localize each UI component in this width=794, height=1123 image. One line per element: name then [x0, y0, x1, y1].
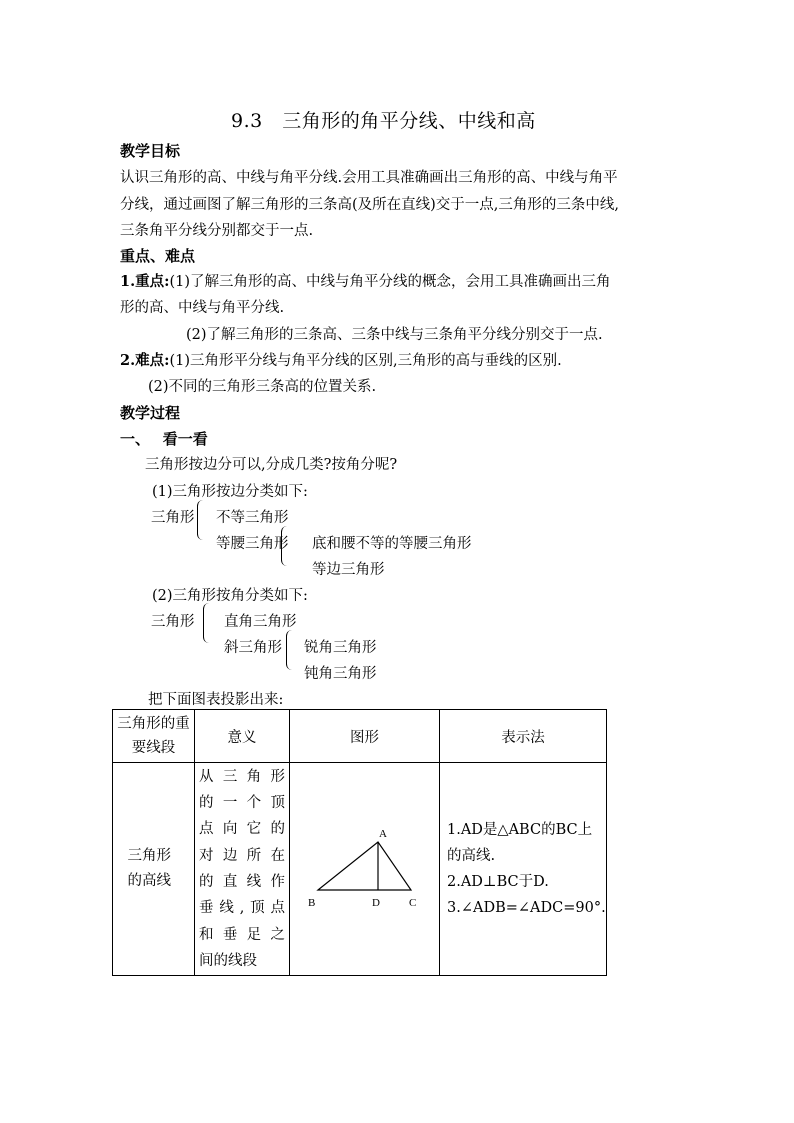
meaning-line: 对边所在 — [199, 847, 285, 864]
classification-question: 三角形按边分可以,分成几类?按角分呢? — [145, 457, 398, 473]
process-heading: 教学过程 — [120, 404, 181, 422]
by-side-isosceles: 等腰三角形 — [216, 536, 289, 552]
notation-line: 的高线. — [447, 848, 496, 864]
key-text-1: (1)了解三角形的高、中线与角平分线的概念，会用工具准确画出三角 — [169, 274, 611, 290]
notation-line: 1.AD是△ABC的BC上 — [447, 822, 593, 838]
notation-line: 2.AD⊥BC于D. — [447, 874, 549, 890]
header-meaning: 意义 — [195, 710, 290, 763]
label-a: A — [379, 828, 387, 840]
by-side-root: 三角形 — [151, 510, 195, 526]
header-figure: 图形 — [290, 710, 440, 763]
altitude-triangle-figure — [290, 763, 439, 971]
table-intro: 把下面图表投影出来: — [148, 692, 284, 708]
by-angle-intro: (2)三角形按角分类如下: — [152, 588, 308, 604]
table-row — [113, 763, 607, 976]
label-b: B — [308, 897, 316, 909]
segments-table — [112, 709, 607, 976]
segment-name-text: 三角形的高线 — [127, 848, 171, 889]
by-side-iso-non-equal: 底和腰不等的等腰三角形 — [312, 536, 472, 552]
by-angle-root: 三角形 — [151, 614, 195, 630]
goals-line-1: 认识三角形的高、中线与角平分线.会用工具准确画出三角形的高、中线与角平 — [120, 170, 618, 186]
keypoints-diff-line-2: (2)不同的三角形三条高的位置关系. — [148, 379, 377, 395]
by-side-scalene: 不等三角形 — [216, 510, 289, 526]
meaning-line: 点向它的 — [199, 821, 285, 838]
row-notation — [440, 763, 607, 976]
meaning-line: 垂线,顶点 — [199, 900, 285, 917]
by-side-brace — [197, 500, 204, 540]
header-notation: 表示法 — [440, 710, 607, 763]
by-angle-acute: 锐角三角形 — [304, 640, 377, 656]
goals-heading: 教学目标 — [120, 142, 181, 160]
meaning-line: 间的线段 — [199, 952, 257, 969]
keypoints-heading: 重点、难点 — [120, 247, 196, 265]
oblique-brace — [286, 630, 293, 670]
by-angle-brace — [203, 603, 210, 643]
by-angle-oblique: 斜三角形 — [224, 640, 282, 656]
meaning-line: 和垂足之 — [199, 926, 285, 943]
meaning-line: 从三角形 — [199, 768, 285, 785]
by-side-intro: (1)三角形按边分类如下: — [152, 484, 308, 500]
label-c: C — [409, 897, 417, 909]
notation-text — [440, 817, 606, 921]
notation-line: 3.∠ADB=∠ADC=90°. — [447, 900, 606, 916]
goals-line-2: 分线，通过画图了解三角形的三条高(及所在直线)交于一点,三角形的三条中线, — [120, 197, 620, 213]
label-d: D — [372, 897, 380, 909]
isosceles-brace — [281, 526, 288, 566]
keypoints-key-line-3: (2)了解三角形的三条高、三条中线与三条角平分线分别交于一点. — [186, 327, 603, 343]
keypoints-diff-line-1 — [120, 349, 562, 370]
row-figure — [290, 763, 440, 976]
table-header-row — [113, 710, 607, 763]
section-look-heading: 一、 看一看 — [120, 430, 208, 448]
header-segment: 三角形的重要线段 — [113, 710, 195, 763]
by-angle-obtuse: 钝角三角形 — [304, 666, 377, 682]
meaning-line: 的一个顶 — [199, 795, 285, 812]
row-meaning — [195, 763, 290, 976]
keypoints-key-line-1 — [120, 270, 611, 291]
key-label: 1.重点: — [120, 273, 170, 290]
triangle-abc — [318, 842, 411, 890]
by-side-equilateral: 等边三角形 — [312, 562, 385, 578]
diff-text-1: (1)三角形平分线与角平分线的区别,三角形的高与垂线的区别. — [169, 353, 562, 369]
keypoints-key-line-2: 形的高、中线与角平分线. — [120, 300, 285, 316]
row-segment-name — [113, 763, 195, 976]
page-title: 9.3 三角形的角平分线、中线和高 — [231, 110, 536, 132]
meaning-text — [199, 764, 285, 974]
diff-label: 2.难点: — [120, 352, 170, 369]
by-angle-right: 直角三角形 — [224, 614, 297, 630]
goals-line-3: 三条角平分线分别都交于一点. — [120, 223, 314, 239]
meaning-line: 的直线作 — [199, 874, 285, 890]
